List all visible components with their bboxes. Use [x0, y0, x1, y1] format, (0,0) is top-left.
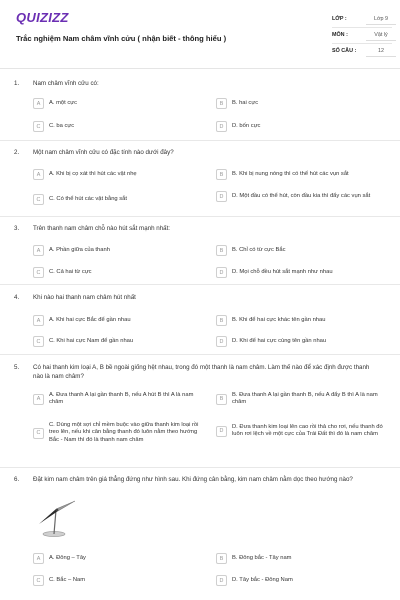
option-letter-badge: A — [33, 245, 44, 256]
meta-divider — [332, 43, 392, 44]
option-a[interactable] — [33, 98, 77, 109]
option-text: B. Chỉ có từ cực Bắc — [232, 246, 286, 253]
worksheet-title: Trắc nghiệm Nam châm vĩnh cửu ( nhận biết - thông hiểu ) — [16, 34, 227, 43]
option-letter-badge: C — [33, 336, 44, 347]
question-number: 6. — [14, 476, 20, 483]
option-letter-badge: A — [33, 394, 44, 405]
option-b[interactable] — [216, 315, 325, 326]
option-text: A. Khi bị cọ xát thì hút các vật nhẹ — [49, 170, 137, 177]
option-b[interactable] — [216, 245, 286, 256]
header-divider — [0, 68, 400, 69]
option-b[interactable] — [216, 553, 292, 564]
option-text: A. Phần giữa của thanh — [49, 246, 110, 253]
compass-needle-illustration — [36, 498, 78, 538]
option-text: C. Có thể hút các vật bằng sắt — [49, 195, 127, 202]
question-number: 4. — [14, 294, 20, 301]
option-letter-badge: C — [33, 428, 44, 439]
option-letter-badge: B — [216, 98, 227, 109]
option-c[interactable] — [33, 194, 127, 205]
option-letter-badge: A — [33, 169, 44, 180]
option-d[interactable] — [216, 121, 260, 132]
option-a[interactable] — [33, 315, 131, 326]
option-letter-badge: C — [33, 121, 44, 132]
option-text: D. Một đầu có thể hút, còn đầu kia thì đẩy các vụn sắt — [232, 192, 371, 199]
count-label: SỐ CÂU : — [332, 48, 357, 54]
option-c[interactable] — [33, 575, 85, 586]
question-text: Đặt kim nam châm trên giá thẳng đứng như hình sau. Khi đứng cân bằng, kim nam châm nằm dọc theo hướng nào? — [33, 476, 353, 483]
question-text: Khi nào hai thanh nam châm hút nhất — [33, 294, 136, 301]
option-letter-badge: D — [216, 336, 227, 347]
option-letter-badge: C — [33, 575, 44, 586]
option-text: B. Khi để hai cực khác tên gần nhau — [232, 316, 326, 323]
option-text: C. Khi hai cực Nam để gần nhau — [49, 337, 134, 344]
question-divider — [0, 354, 400, 355]
option-letter-badge: A — [33, 315, 44, 326]
question-text: Nam châm vĩnh cửu có: — [33, 80, 99, 87]
option-a[interactable] — [33, 169, 137, 180]
option-text: D. Đưa thanh kim loại lên cao rồi thả cho rơi, nếu thanh đó luôn rơi lệch về một cực của Trái Đất thì đó là nam châm — [232, 424, 383, 438]
count-value: 12 — [366, 45, 396, 57]
option-letter-badge: A — [33, 553, 44, 564]
question-text: Trên thanh nam châm chỗ nào hút sắt mạnh nhất: — [33, 225, 171, 232]
subject-label: MÔN : — [332, 32, 348, 38]
option-c[interactable] — [33, 336, 133, 347]
option-c[interactable] — [33, 267, 92, 278]
option-text: C. ba cực — [49, 122, 75, 129]
option-text: D. Tây bắc - Đông Nam — [232, 576, 293, 583]
option-letter-badge: D — [216, 191, 227, 202]
option-text: C. Bắc – Nam — [49, 576, 86, 583]
option-text: A. một cực — [49, 99, 78, 106]
option-c[interactable] — [33, 422, 205, 444]
option-letter-badge: D — [216, 267, 227, 278]
option-letter-badge: B — [216, 315, 227, 326]
question-divider — [0, 140, 400, 141]
option-letter-badge: C — [33, 267, 44, 278]
option-d[interactable] — [216, 267, 333, 278]
option-d[interactable] — [216, 191, 388, 202]
option-text: D. Mọi chỗ đều hút sắt mạnh như nhau — [232, 268, 333, 275]
option-text: B. hai cực — [232, 99, 259, 106]
question-divider — [0, 284, 400, 285]
needle-light-half — [56, 501, 75, 511]
option-letter-badge: B — [216, 169, 227, 180]
option-letter-badge: D — [216, 121, 227, 132]
question-number: 2. — [14, 149, 20, 156]
option-b[interactable] — [216, 169, 349, 180]
option-text: A. Khi hai cực Bắc để gần nhau — [49, 316, 131, 323]
class-value: Lớp 9 — [366, 13, 396, 25]
subject-value: Vật lý — [366, 29, 396, 41]
option-letter-badge: B — [216, 245, 227, 256]
question-number: 5. — [14, 364, 20, 371]
needle-pivot — [56, 509, 59, 512]
option-letter-badge: A — [33, 98, 44, 109]
option-text: B. Đông bắc - Tây nam — [232, 554, 292, 561]
option-a[interactable] — [33, 392, 205, 407]
option-d[interactable] — [216, 575, 293, 586]
option-d[interactable] — [216, 336, 326, 347]
meta-divider — [332, 27, 392, 28]
option-text: D. bốn cực — [232, 122, 261, 129]
option-text: D. Khi để hai cực cùng tên gần nhau — [232, 337, 327, 344]
option-a[interactable] — [33, 553, 86, 564]
question-number: 3. — [14, 225, 20, 232]
option-a[interactable] — [33, 245, 110, 256]
option-letter-badge: B — [216, 553, 227, 564]
option-b[interactable] — [216, 98, 258, 109]
option-b[interactable] — [216, 392, 388, 407]
option-text: A. Đưa thanh A lại gần thanh B, nếu A hút B thì A là nam châm — [49, 392, 194, 406]
class-label: LỚP : — [332, 16, 347, 22]
header — [0, 0, 400, 66]
question-divider — [0, 216, 400, 217]
question-number: 1. — [14, 80, 20, 87]
question-text: Có hai thanh kim loại A, B bề ngoài giống hệt nhau, trong đó một thanh là nam châm. Làm thế nào để xác định được thanh nào là nam châm? — [33, 364, 370, 380]
question-divider — [0, 467, 400, 468]
stand-pole — [54, 510, 56, 534]
option-letter-badge: B — [216, 394, 227, 405]
quizizz-logo: QUIZIZZ — [16, 10, 69, 25]
option-text: B. Khi bị nung nóng thì có thể hút các vụn sắt — [232, 170, 349, 177]
option-text: B. Đưa thanh A lại gần thanh B, nếu A đẩy B thì A là nam châm — [232, 392, 378, 406]
option-text: C. Cả hai từ cực — [49, 268, 92, 275]
question-text: Một nam châm vĩnh cửu có đặc tính nào dưới đây? — [33, 149, 174, 156]
option-letter-badge: C — [33, 194, 44, 205]
option-letter-badge: D — [216, 426, 227, 437]
option-c[interactable] — [33, 121, 74, 132]
option-letter-badge: D — [216, 575, 227, 586]
option-text: A. Đông – Tây — [49, 554, 86, 561]
option-text: C. Dùng một sợi chỉ mềm buộc vào giữa thanh kim loại rồi treo lên, nếu khi cân bằng thanh đó luôn nằm theo hướng Bắc - Nam thì đó là thanh nam châm — [49, 422, 199, 443]
option-d[interactable] — [216, 424, 388, 439]
